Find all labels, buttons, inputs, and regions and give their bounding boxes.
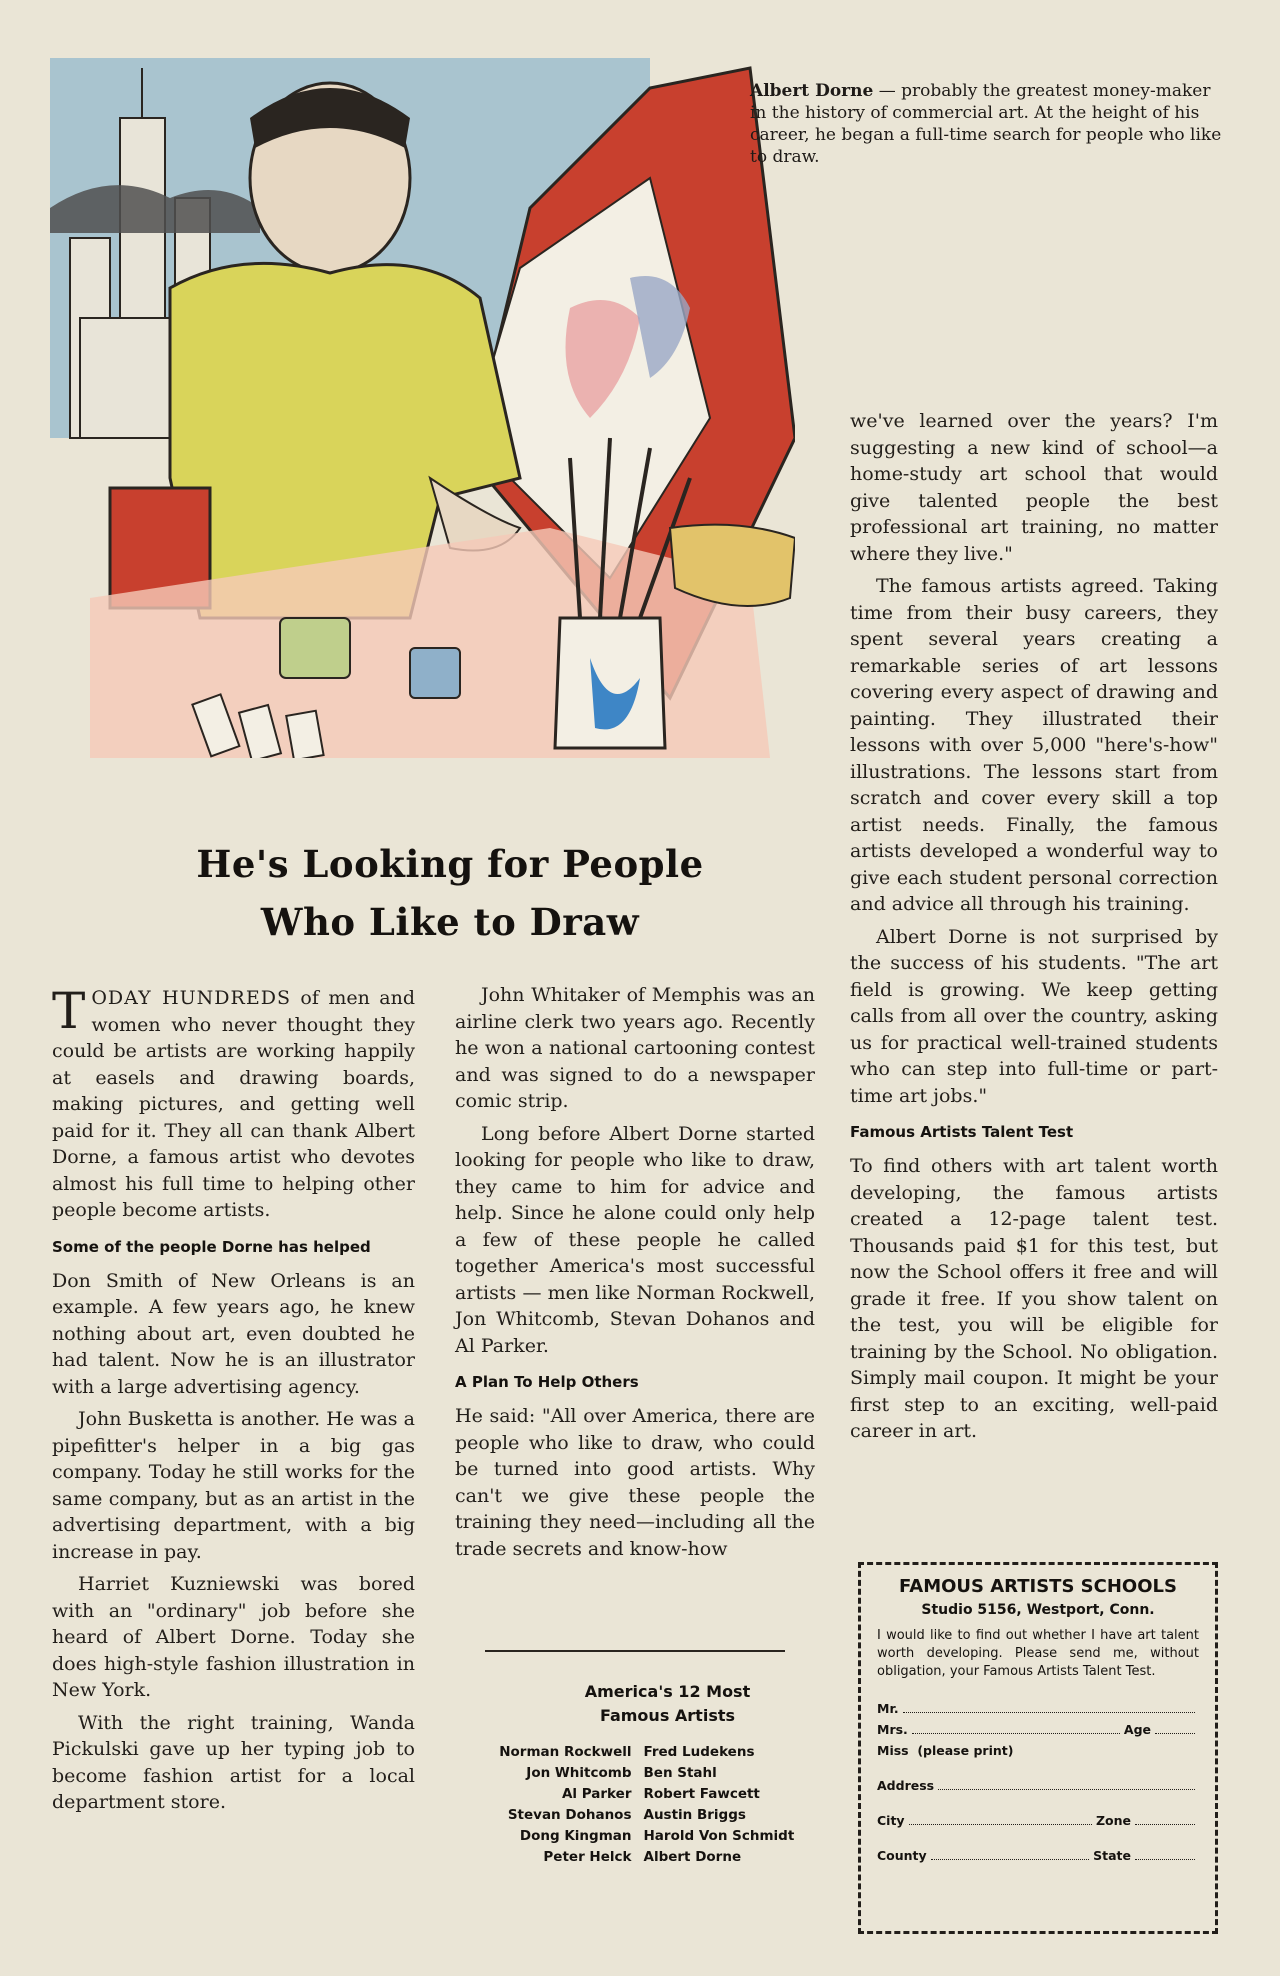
field-label: Address: [877, 1778, 935, 1793]
lead-caps: ODAY HUNDREDS: [91, 987, 291, 1009]
artist-name: Robert Fawcett: [643, 1786, 760, 1802]
paragraph: To find others with art talent worth developing, the famous artists created a 12-page talent test. Thousands paid $1 for this test, but now the School offers it free and will grade it free. If you show talent on the test, you will be eligible for training by the School. No obligation. Simply mail coupon. It might be your first step to an exciting, well-paid career in art.: [850, 1155, 1218, 1442]
paragraph: Albert Dorne is not surprised by the success of his students. "The art field is growing. We keep getting calls from all over the country, asking us for practical well-trained students who can step into full-time or part-time art jobs.": [850, 925, 1218, 1107]
paragraph: John Busketta is another. He was a pipefitter's helper in a big gas company. Today he still works for the same company, but as an artist in the advertising department, with a big increase in pay.: [52, 1408, 415, 1563]
field-hint: (please print): [917, 1743, 1014, 1758]
table-row: [445, 1763, 830, 1784]
field-line[interactable]: [912, 1732, 1120, 1734]
table-row: [445, 1847, 830, 1868]
artists-title-line-2: Famous Artists: [599, 1706, 736, 1725]
field-city-zone[interactable]: [877, 1813, 1199, 1828]
caption-text: — probably the greatest money-maker in the history of commercial art. At the height of his career, he began a full-time search for people who like to draw.: [750, 81, 1222, 167]
column-3: [850, 408, 1218, 1451]
artist-name: Harold Von Schmidt: [643, 1828, 795, 1844]
field-line[interactable]: [1135, 1823, 1195, 1825]
field-mrs-age[interactable]: [877, 1722, 1199, 1737]
paragraph: With the right training, Wanda Pickulski gave up her typing job to become fashion artist for a local department store.: [52, 1711, 415, 1813]
artist-name: Stevan Dohanos: [507, 1807, 632, 1823]
headline-line-1: He's Looking for People: [196, 842, 704, 886]
field-label: Miss: [877, 1743, 909, 1758]
famous-artists-list: [445, 1680, 830, 1868]
drop-cap: T: [52, 982, 86, 1040]
artist-name: Peter Helck: [543, 1849, 632, 1865]
illustration-albert-dorne: [50, 58, 795, 758]
artist-name: Jon Whitcomb: [526, 1765, 632, 1781]
subheading: Famous Artists Talent Test: [850, 1123, 1074, 1141]
paragraph: Long before Albert Dorne started looking for people who like to draw, they came to him for advice and help. Since he alone could only help a few of these people he called together America's most successful artists — men like Norman Rockwell, Jon Whitcomb, Stevan Dohanos and Al Parker.: [455, 1122, 815, 1357]
field-label: Age: [1123, 1722, 1151, 1737]
field-mr[interactable]: [877, 1701, 1199, 1716]
artists-table: [445, 1742, 830, 1868]
coupon-studio: Studio 5156, Westport, Conn.: [921, 1602, 1155, 1618]
artists-title-line-1: America's 12 Most: [584, 1682, 751, 1701]
column-1: [52, 982, 415, 1822]
field-line[interactable]: [909, 1823, 1092, 1825]
paragraph: Harriet Kuzniewski was bored with an "ordinary" job before she heard of Albert Dorne. Today she does high-style fashion illustration in New York.: [52, 1573, 415, 1701]
table-row: [445, 1826, 830, 1847]
artist-name: Ben Stahl: [643, 1765, 717, 1781]
field-label: State: [1093, 1848, 1131, 1863]
subheading: Some of the people Dorne has helped: [52, 1237, 371, 1256]
paragraph: [52, 982, 415, 1224]
field-label: City: [877, 1813, 905, 1828]
coupon-title: FAMOUS ARTISTS SCHOOLS: [899, 1576, 1177, 1597]
field-miss[interactable]: [877, 1743, 1199, 1758]
field-county-state[interactable]: [877, 1848, 1199, 1863]
paragraph: He said: "All over America, there are people who like to draw, who could be turned into good artists. Why can't we give these people the training they need—including all the trade secrets and know-how: [455, 1405, 815, 1560]
illustration-caption: [750, 80, 1230, 168]
headline: [120, 835, 780, 951]
field-address[interactable]: [877, 1778, 1199, 1793]
divider: [485, 1650, 785, 1652]
artist-name: Fred Ludekens: [643, 1744, 755, 1760]
table-row: [445, 1742, 830, 1763]
coupon-body: I would like to find out whether I have art talent worth developing. Please send me, without obligation, your Famous Artists Talent Test.: [877, 1628, 1199, 1679]
field-label: Mr.: [877, 1701, 899, 1716]
artist-name: Al Parker: [561, 1786, 632, 1802]
table-row: [445, 1784, 830, 1805]
paint-jar: [280, 618, 350, 678]
artist-name: Dong Kingman: [519, 1828, 632, 1844]
paragraph: The famous artists agreed. Taking time from their busy careers, they spent several years creating a remarkable series of art lessons covering every aspect of drawing and painting. They illustrated their lessons with over 5,000 "here's-how" illustrations. The lessons start from scratch and cover every skill a top artist needs. Finally, the famous artists developed a wonderful way to give each student personal correction and advice all through his training.: [850, 575, 1218, 915]
caption-name: Albert Dorne: [750, 81, 874, 101]
field-line[interactable]: [931, 1858, 1089, 1860]
field-line[interactable]: [903, 1711, 1195, 1713]
field-label: County: [877, 1848, 927, 1863]
field-label: Zone: [1095, 1813, 1131, 1828]
field-line[interactable]: [1135, 1858, 1195, 1860]
paragraph: John Whitaker of Memphis was an airline clerk two years ago. Recently he won a national cartooning contest and was signed to do a newspaper comic strip.: [455, 984, 815, 1112]
artists-title: [505, 1680, 830, 1728]
field-label: Mrs.: [877, 1722, 908, 1737]
paragraph-text: of men and women who never thought they could be artists are working happily at easels and drawing boards, making pictures, and getting well paid for it. They all can thank Albert Dorne, a famous artist who devotes almost his full time to helping other people become artists.: [52, 987, 415, 1221]
table-row: [445, 1805, 830, 1826]
bowl: [670, 525, 795, 606]
paragraph: we've learned over the years? I'm suggesting a new kind of school—a home-study art school that would give talented people the best professional art training, no matter where they live.": [850, 410, 1218, 565]
paragraph: Don Smith of New Orleans is an example. A few years ago, he knew nothing about art, even doubted he had talent. Now he is an illustrator with a large advertising agency.: [52, 1269, 415, 1398]
field-line[interactable]: [1155, 1732, 1195, 1734]
artist-name: Austin Briggs: [643, 1807, 746, 1823]
field-line[interactable]: [938, 1788, 1195, 1790]
headline-line-2: Who Like to Draw: [260, 900, 640, 944]
column-2: [455, 982, 815, 1568]
artist-name: Albert Dorne: [643, 1849, 742, 1865]
subheading: A Plan To Help Others: [455, 1373, 639, 1391]
mail-coupon: [858, 1562, 1218, 1934]
artist-name: Norman Rockwell: [499, 1744, 632, 1760]
